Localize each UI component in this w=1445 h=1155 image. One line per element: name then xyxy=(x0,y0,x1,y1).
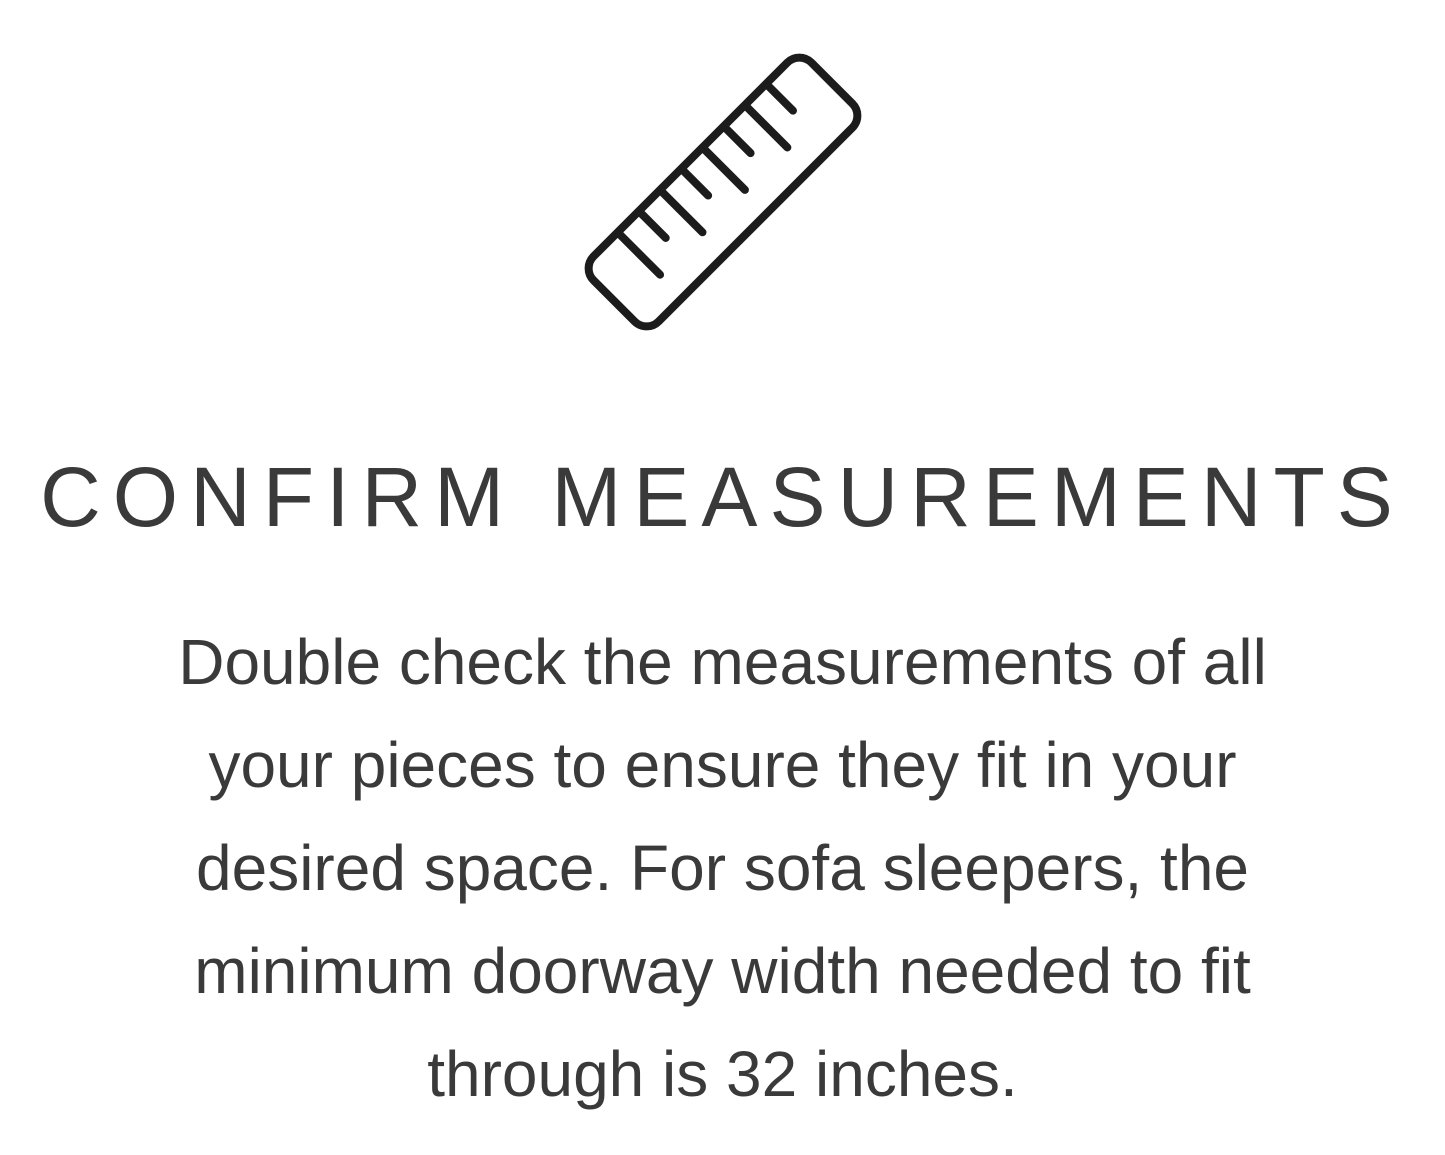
description-line: your pieces to ensure they fit in your xyxy=(208,729,1237,801)
section-title: CONFIRM MEASUREMENTS xyxy=(40,450,1405,544)
description-line: Double check the measurements of all xyxy=(178,626,1267,698)
ruler-icon xyxy=(573,42,873,342)
section-description xyxy=(73,611,1373,1126)
description-line: minimum doorway width needed to fit xyxy=(194,935,1251,1007)
description-line: through is 32 inches. xyxy=(427,1038,1018,1110)
icon-container xyxy=(0,0,1445,342)
description-line: desired space. For sofa sleepers, the xyxy=(196,832,1249,904)
